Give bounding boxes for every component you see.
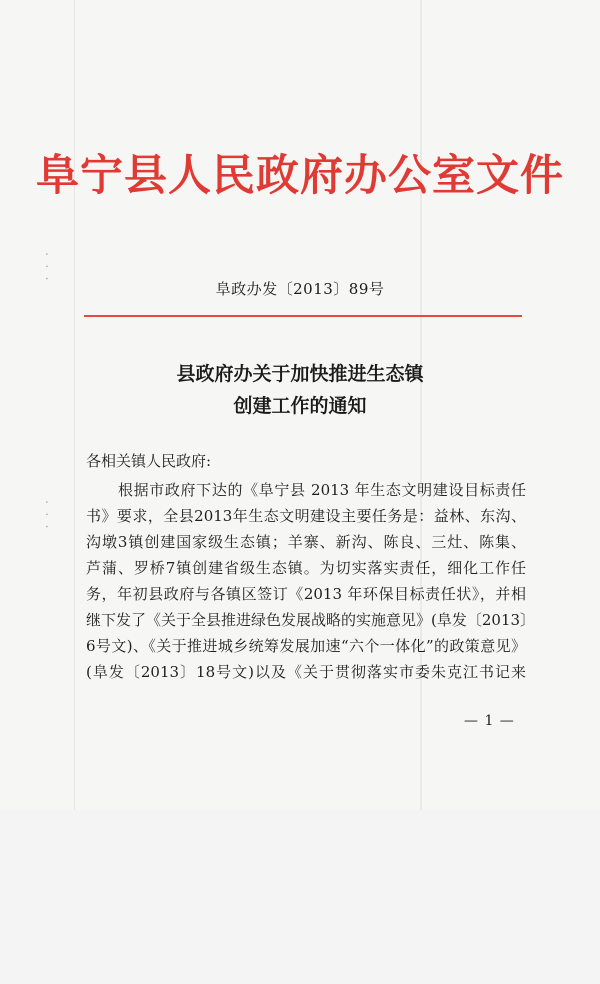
body-line: 根据市政府下达的《阜宁县 2013 年生态文明建设目标责任 xyxy=(118,481,526,499)
binding-hole-mark: · · · xyxy=(38,500,53,531)
red-divider-line xyxy=(84,315,522,317)
notice-subject-line: 创建工作的通知 xyxy=(233,395,367,417)
notice-subject-line: 县政府办关于加快推进生态镇 xyxy=(176,363,424,385)
body-line: 务，年初县政府与各镇区签订《2013 年环保目标责任状》，并相 xyxy=(86,585,526,603)
page-number: — 1 — xyxy=(464,713,515,729)
body-line: 书》要求，全县2013年生态文明建设主要任务是：益林、东沟、 xyxy=(86,507,526,525)
document-number: 阜政办发〔2013〕89号 xyxy=(215,280,385,298)
notice-subject xyxy=(0,358,600,422)
body-paragraph xyxy=(86,477,536,685)
document-title: 阜宁县人民政府办公室文件 xyxy=(36,151,564,201)
body-line: 芦蒲、罗桥7镇创建省级生态镇。为切实落实责任，细化工作任 xyxy=(86,559,526,577)
body-line: 6号文)、《关于推进城乡统筹发展加速“六个一体化”的政策意见》 xyxy=(86,637,526,655)
body-line: 沟墩3镇创建国家级生态镇；羊寨、新沟、陈良、三灶、陈集、 xyxy=(86,533,526,551)
binding-hole-mark: · · · xyxy=(38,252,53,283)
body-line: 继下发了《关于全县推进绿色发展战略的实施意见》(阜发〔2013〕 xyxy=(86,611,536,629)
body-line: (阜发〔2013〕18号文)以及《关于贯彻落实市委朱克江书记来 xyxy=(86,663,526,681)
salutation: 各相关镇人民政府: xyxy=(86,452,212,470)
